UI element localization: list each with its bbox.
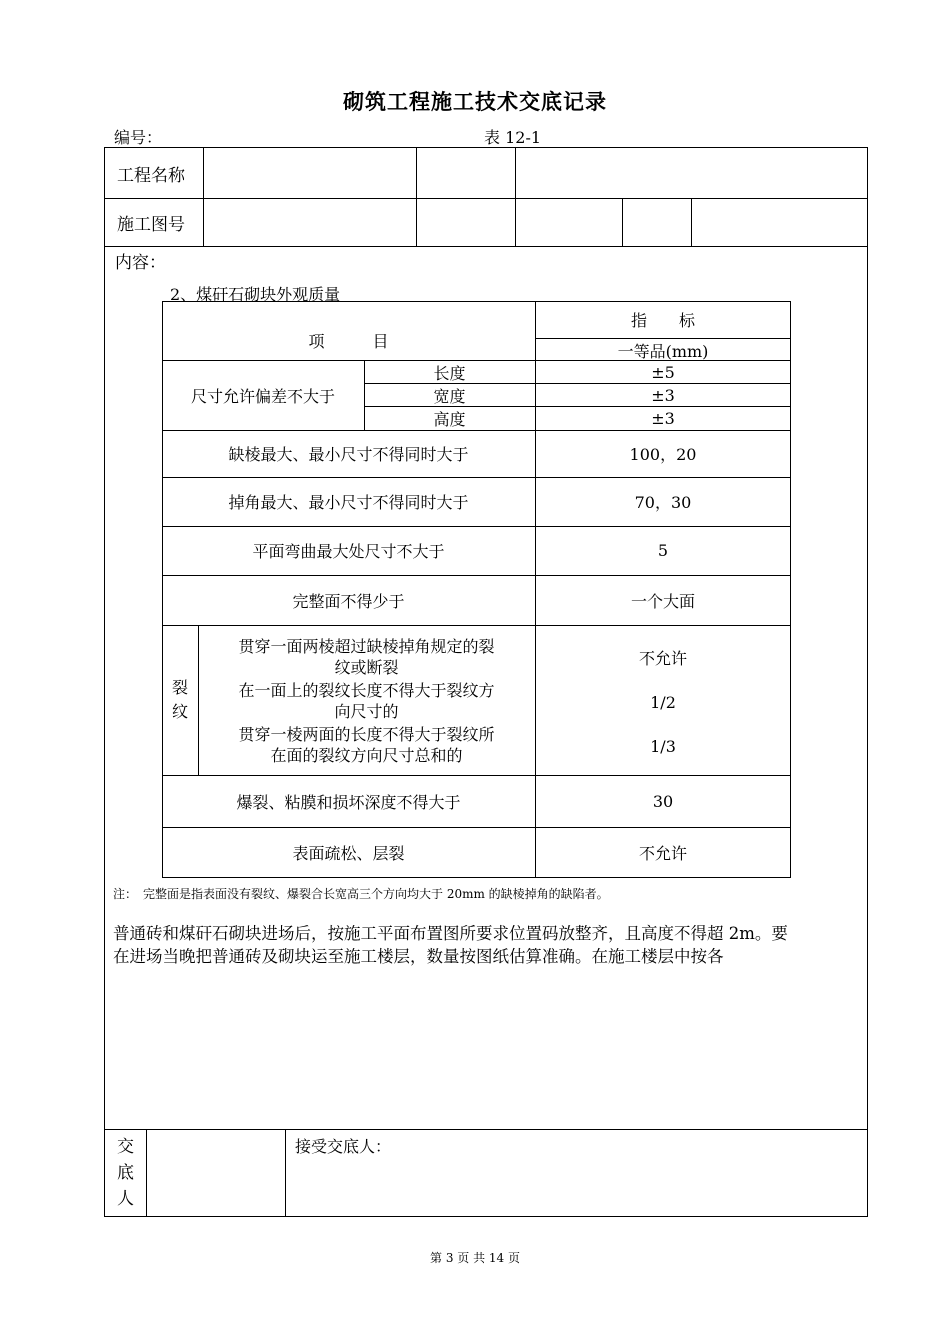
drawing-number-label: 施工图号 [117, 214, 185, 235]
size-row-value: ±3 [651, 385, 675, 405]
handover-person-label: 交 底 人 [117, 1137, 134, 1209]
size-deviation-label: 尺寸允许偏差不大于 [190, 386, 335, 406]
size-row-name: 长度 [433, 363, 466, 383]
column-item-header: 项 目 [308, 331, 389, 351]
table-row-item: 爆裂、粘膜和损坏深度不得大于 [236, 792, 461, 812]
table-row-value: 不允许 [638, 844, 687, 863]
column-index-header: 指 标 [630, 311, 695, 330]
size-row-value: ±5 [651, 362, 675, 382]
number-label: 编号： [114, 128, 163, 147]
table-row-item: 掉角最大、最小尺寸不得同时大于 [228, 493, 469, 512]
table-row-value: 100，20 [629, 445, 697, 464]
crack-label: 裂 纹 [171, 678, 188, 721]
table-row-value: 30 [652, 791, 674, 811]
size-row-name: 高度 [433, 410, 466, 429]
table-row-value: 一个大面 [630, 591, 695, 611]
page-title: 砌筑工程施工技术交底记录 [343, 89, 607, 114]
table-caption: 2、煤矸石砌块外观质量 [170, 285, 341, 304]
size-row-name: 宽度 [433, 386, 466, 406]
body-paragraph: 普通砖和煤矸石砌块进场后，按施工平面布置图所要求位置码放整齐，且高度不得超 2m。要 在进场当晚把普通砖及砌块运至施工楼层，数量按图纸估算准确。在施工楼层中按各 [113, 924, 788, 966]
table-row-item: 缺棱最大、最小尺寸不得同时大于 [228, 445, 469, 464]
receiver-label: 接受交底人： [295, 1136, 392, 1156]
table-number: 表 12-1 [484, 128, 542, 147]
project-name-label: 工程名称 [117, 165, 185, 186]
table-note: 注： 完整面是指表面没有裂纹、爆裂合长宽高三个方向均大于 20mm 的缺棱掉角的缺陷者。 [113, 887, 609, 901]
crack-item: 在一面上的裂纹长度不得大于裂纹方 向尺寸的 [238, 681, 495, 721]
crack-value: 1/3 [650, 736, 676, 756]
size-row-value: ±3 [651, 409, 675, 428]
table-row-item: 平面弯曲最大处尺寸不大于 [252, 542, 445, 561]
content-label: 内容： [115, 252, 166, 273]
table-row-value: 70，30 [634, 493, 692, 512]
crack-item: 贯穿一棱两面的长度不得大于裂纹所 在面的裂纹方向尺寸总和的 [238, 725, 495, 765]
crack-value: 1/2 [650, 692, 676, 712]
table-row-item: 完整面不得少于 [292, 591, 405, 611]
crack-value: 不允许 [638, 648, 687, 668]
page-footer: 第 3 页 共 14 页 [430, 1251, 520, 1265]
column-grade-header: 一等品(mm) [617, 341, 709, 361]
table-row-value: 5 [657, 541, 669, 560]
crack-item: 贯穿一面两棱超过缺棱掉角规定的裂 纹或断裂 [238, 637, 495, 677]
table-row-item: 表面疏松、层裂 [292, 844, 405, 863]
